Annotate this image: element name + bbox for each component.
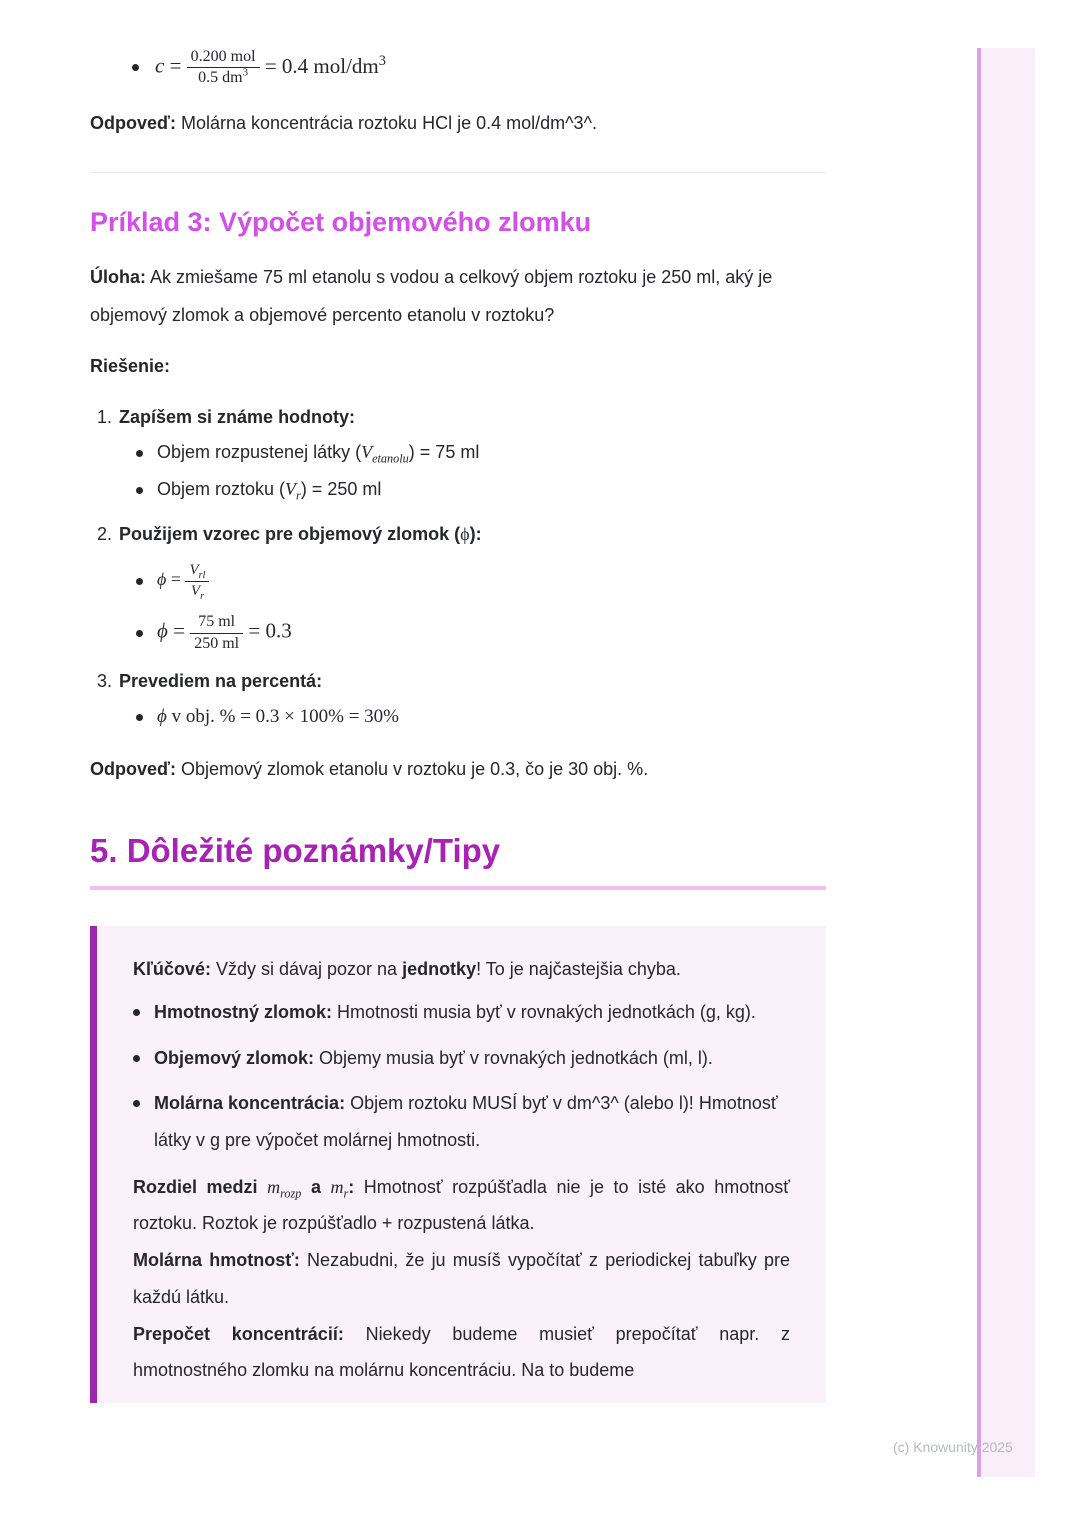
formula-c-equals: [155, 48, 386, 88]
bullet-dot: [133, 1100, 140, 1107]
list-item: [136, 611, 826, 655]
step-number: 1.: [96, 407, 112, 428]
list-item: [136, 442, 826, 466]
formula-result: = 0.3: [248, 619, 292, 643]
known-value-roztok: Objem roztoku $(V_r) = 250$ ml: [157, 479, 382, 503]
percent-formula: ϕ v obj. % = 0.3 × 100% = 30%: [157, 706, 399, 728]
fraction-denominator: $V_r$: [190, 582, 205, 602]
example3-title: Príklad 3: Výpočet objemového zlomku: [90, 206, 592, 237]
formula-variable: c: [155, 53, 165, 78]
list-item: [136, 706, 826, 728]
fraction: [187, 48, 260, 88]
step-title: Prevediem na percentá:: [119, 671, 323, 692]
step-title: Použijem vzorec pre objemový zlomok (ϕ):: [119, 524, 482, 545]
tip-volume-fraction: Objemový zlomok: Objemy musia byť v rovnakých jednotkách (ml, l).: [154, 1047, 713, 1068]
equals-sign: =: [169, 53, 182, 78]
step-1-list: [136, 442, 826, 503]
solution-label: Riešenie:: [90, 356, 171, 377]
formula-result: = 0.4 mol/$dm^3$: [264, 52, 386, 78]
fraction-denominator: 250 ml: [194, 634, 240, 652]
bullet-dot: [132, 64, 139, 71]
document-page: [90, 0, 826, 1403]
fraction-denominator: 0.5 $dm^3$: [198, 67, 249, 87]
volume-fraction-formula: ϕ = $\frac{V_{rl}}{V_r}$: [157, 562, 209, 600]
bullet-dot: [136, 450, 143, 457]
bullet-dot: [136, 714, 143, 721]
answer-text: Objemový zlomok etanolu v roztoku je 0.3, čo je 30 obj. %.: [175, 759, 649, 780]
example3-task: [90, 258, 826, 334]
fraction: [190, 613, 243, 653]
bullet-dot: [136, 630, 143, 637]
step-title: Zapíšem si známe hodnoty:: [119, 407, 356, 428]
phi-symbol: ϕ: [460, 524, 470, 545]
list-item: [136, 559, 826, 603]
example3-answer: [90, 756, 826, 782]
bullet-dot: [133, 1055, 140, 1062]
example2-answer: [90, 110, 826, 136]
fraction-numerator: 75 ml: [190, 613, 243, 633]
page-edge-strip: [977, 48, 1035, 1477]
answer-label: Odpoveď:: [90, 759, 176, 780]
molar-concentration-formula: [132, 0, 826, 88]
task-text: Ak zmiešame 75 ml etanolu s vodou a celkový objem roztoku je 250 ml, aký je objemový zlomok a objemové percento etanolu v roztoku?: [90, 266, 773, 326]
step-3-list: [136, 706, 826, 728]
list-item: [133, 994, 790, 1031]
bullet-dot: [133, 1009, 140, 1016]
step-1: [90, 407, 826, 428]
list-item: [133, 1040, 790, 1077]
answer-label: Odpoveď:: [90, 112, 176, 133]
note-mass-difference: Rozdiel medzi $m_{rozp}$ a $m_r$: Hmotnosť rozpúšťadla nie je to isté ako hmotnosť roztoku. Roztok je rozpúšťadlo + rozpustená látka.: [133, 1176, 791, 1234]
tips-list: [133, 994, 790, 1159]
fraction-numerator: 0.200 mol: [187, 48, 260, 68]
fraction: [185, 562, 209, 600]
tip-mass-fraction: Hmotnostný zlomok: Hmotnosti musia byť v rovnakých jednotkách (g, kg).: [154, 1001, 756, 1022]
section-divider: [90, 172, 826, 173]
volume-fraction-calculation: ϕ = $\frac{75 ml}{250 ml}$ = 0.3: [157, 613, 292, 652]
copyright-watermark: (c) Knowunity 2025: [893, 1439, 1013, 1455]
note-molar-mass: Molárna hmotnosť: Nezabudni, že ju musíš vypočítať z periodickej tabuľky pre každú látku.: [133, 1250, 790, 1307]
bullet-dot: [136, 578, 143, 585]
step-3: [90, 671, 826, 692]
tip-molar-concentration: Molárna koncentrácia: Objem roztoku MUSÍ byť v dm^3^ (alebo l)! Hmotnosť látky v g pre výpočet molárnej hmotnosti.: [154, 1093, 778, 1151]
known-value-etanol: Objem rozpustenej látky $(V_{etanolu}) = 75$ ml: [157, 442, 480, 466]
task-label: Úloha:: [90, 266, 146, 287]
step-2: [90, 524, 826, 545]
fraction-numerator: $V_{rl}$: [185, 562, 209, 581]
answer-text: Molárna koncentrácia roztoku HCl je 0.4 mol/dm^3^.: [175, 112, 598, 133]
note-concentration-conversion: Prepočet koncentrácií: Niekedy budeme musieť prepočítať napr. z hmotnostného zlomku na molárnu koncentráciu. Na to budeme: [133, 1323, 790, 1381]
tips-callout: [90, 926, 826, 1403]
section5-title: 5. Dôležité poznámky/Tipy: [90, 830, 826, 890]
step-number: 2.: [96, 524, 112, 545]
list-item: [136, 479, 826, 503]
step-number: 3.: [96, 671, 112, 692]
list-item: [133, 1085, 790, 1158]
bullet-dot: [136, 487, 143, 494]
callout-intro: Kľúčové: Vždy si dávaj pozor na jednotky! To je najčastejšia chyba.: [133, 959, 681, 980]
step-2-list: [136, 559, 826, 655]
